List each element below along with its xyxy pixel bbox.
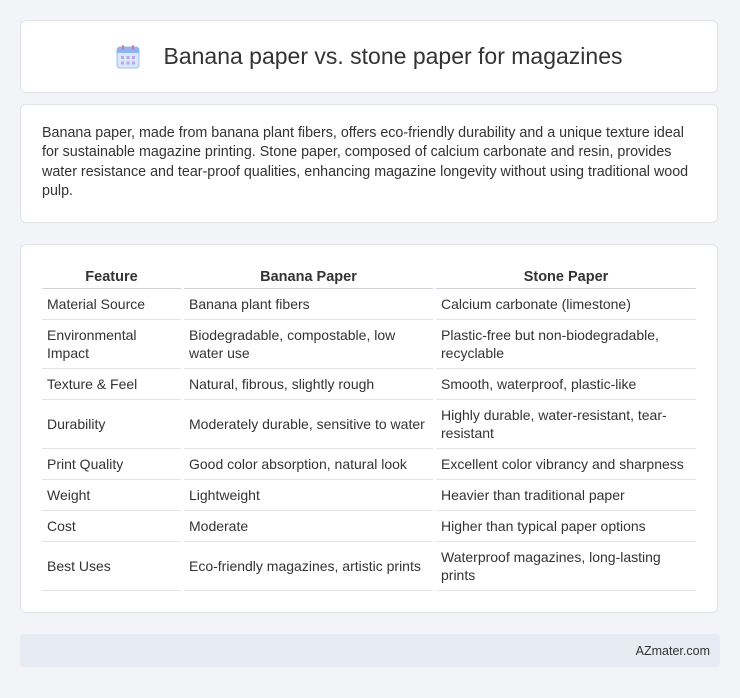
row-stone-value: Plastic-free but non-biodegradable, recyclable [436,320,696,369]
table-row [42,511,696,542]
title-card [20,20,718,93]
row-feature: Weight [42,480,181,511]
row-feature: Durability [42,400,181,449]
row-banana-value: Eco-friendly magazines, artistic prints [184,542,433,591]
intro-card [20,104,718,223]
calendar-icon [115,44,141,70]
page-title: Banana paper vs. stone paper for magazines [163,43,623,69]
row-banana-value: Lightweight [184,480,433,511]
row-banana-value: Moderate [184,511,433,542]
row-banana-value: Good color absorption, natural look [184,449,433,480]
table-row [42,320,696,369]
table-row [42,369,696,400]
row-feature: Material Source [42,289,181,320]
table-row [42,480,696,511]
comparison-card [20,244,718,613]
row-stone-value: Heavier than traditional paper [436,480,696,511]
header-stone-paper: Stone Paper [436,265,696,289]
row-feature: Environmental Impact [42,320,181,369]
row-banana-value: Biodegradable, compostable, low water use [184,320,433,369]
footer-site-name: AZmater.com [635,643,710,658]
row-stone-value: Smooth, waterproof, plastic-like [436,369,696,400]
row-stone-value: Calcium carbonate (limestone) [436,289,696,320]
table-row [42,449,696,480]
row-banana-value: Moderately durable, sensitive to water [184,400,433,449]
row-banana-value: Banana plant fibers [184,289,433,320]
table-row [42,542,696,591]
intro-paragraph: Banana paper, made from banana plant fibers, offers eco-friendly durability and a unique texture ideal for sustainable magazine printing. Stone paper, composed of calcium carbonate and resin, provides water resistance and tear-proof qualities, enhancing magazine longevity without using traditional wood pulp. [42,125,689,199]
header-feature: Feature [42,265,181,289]
row-stone-value: Excellent color vibrancy and sharpness [436,449,696,480]
row-stone-value: Higher than typical paper options [436,511,696,542]
table-row [42,289,696,320]
table-row [42,400,696,449]
header-banana-paper: Banana Paper [184,265,433,289]
row-banana-value: Natural, fibrous, slightly rough [184,369,433,400]
comparison-table [39,265,699,591]
row-feature: Texture & Feel [42,369,181,400]
row-stone-value: Waterproof magazines, long-lasting prints [436,542,696,591]
row-feature: Best Uses [42,542,181,591]
row-feature: Cost [42,511,181,542]
row-stone-value: Highly durable, water-resistant, tear-resistant [436,400,696,449]
table-header-row [42,265,696,289]
row-feature: Print Quality [42,449,181,480]
footer-bar [20,634,720,667]
